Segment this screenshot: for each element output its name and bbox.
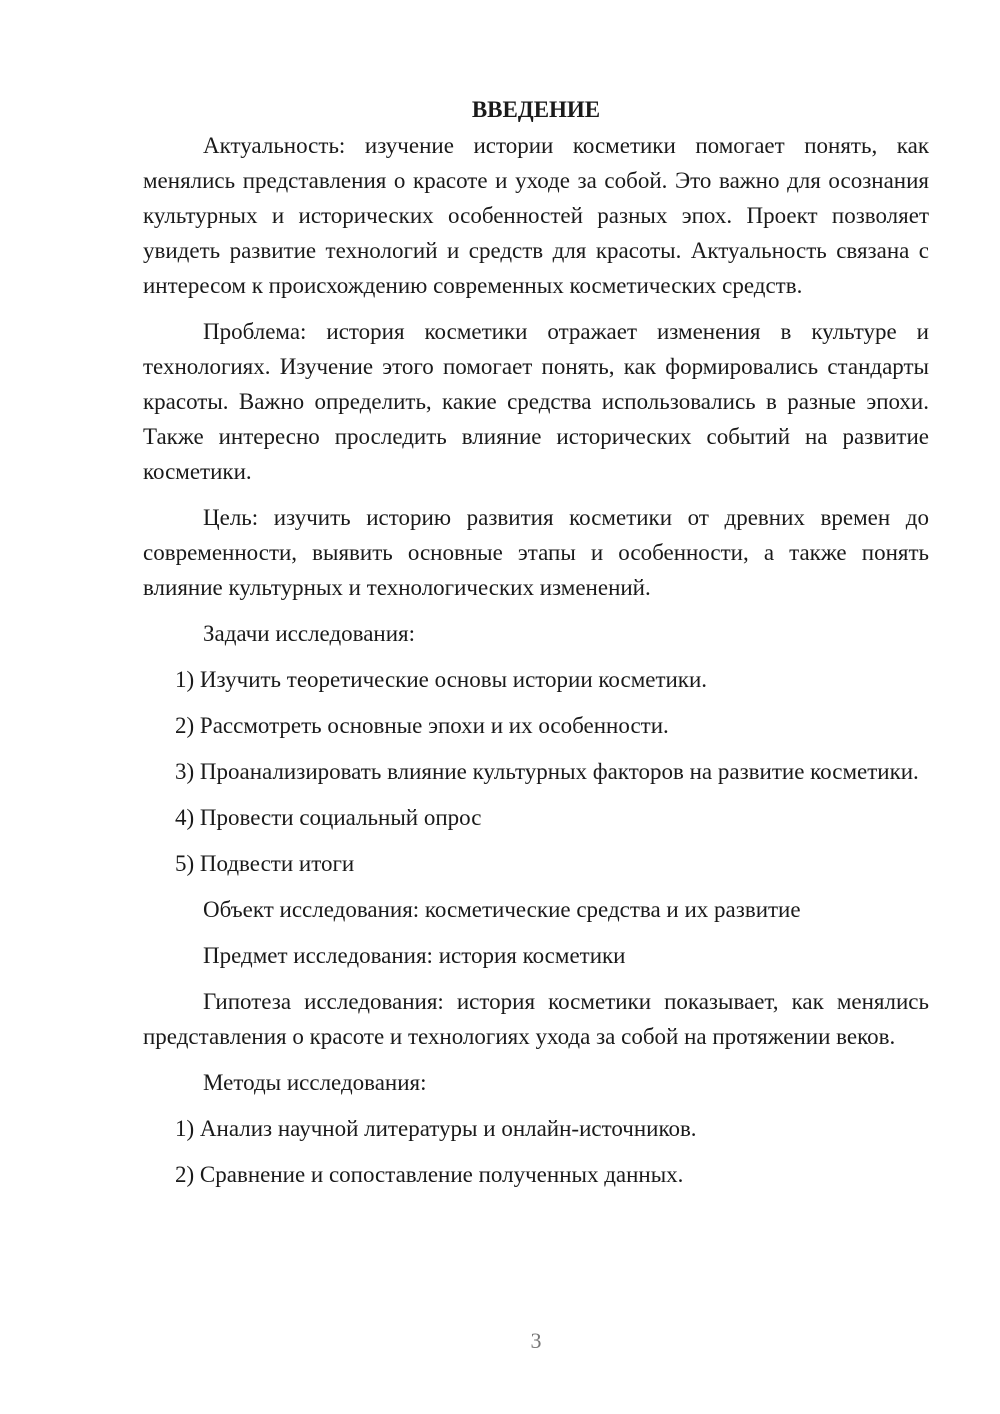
goal-paragraph: Цель: изучить историю развития косметики от древних времен до современности, выявить основные этапы и особенности, а также понять влияние культурных и технологических изменений. <box>143 505 929 600</box>
relevance-paragraph: Актуальность: изучение истории косметики помогает понять, как менялись представления о красоте и уходе за собой. Это важно для осознания культурных и исторических особенностей разных эпох. Проект позволяет увидеть развитие технологий и средств для красоты. Актуальность связана с интересом к происхождению современных косметических средств. <box>143 133 929 298</box>
method-item: 1) Анализ научной литературы и онлайн-источников. <box>175 1116 697 1141</box>
research-subject: Предмет исследования: история косметики <box>203 943 626 968</box>
document-page <box>143 92 929 1203</box>
problem-paragraph: Проблема: история косметики отражает изменения в культуре и технологиях. Изучение этого помогает понять, как формировались стандарты красоты. Важно определить, какие средства использовались в разные эпохи. Также интересно проследить влияние исторических событий на развитие косметики. <box>143 319 929 484</box>
task-item: 3) Проанализировать влияние культурных факторов на развитие косметики. <box>175 759 919 784</box>
methods-heading: Методы исследования: <box>203 1070 427 1095</box>
research-object: Объект исследования: косметические средства и их развитие <box>203 897 801 922</box>
hypothesis-paragraph: Гипотеза исследования: история косметики показывает, как менялись представления о красоте и технологиях ухода за собой на протяжении веков. <box>143 989 929 1049</box>
task-item: 5) Подвести итоги <box>175 851 355 876</box>
page-title: ВВЕДЕНИЕ <box>471 97 601 122</box>
page-number: 3 <box>530 1328 542 1353</box>
method-item: 2) Сравнение и сопоставление полученных данных. <box>175 1162 684 1187</box>
tasks-heading: Задачи исследования: <box>203 621 416 646</box>
task-item: 2) Рассмотреть основные эпохи и их особенности. <box>175 713 669 738</box>
task-item: 4) Провести социальный опрос <box>175 805 482 830</box>
task-item: 1) Изучить теоретические основы истории косметики. <box>175 667 708 692</box>
